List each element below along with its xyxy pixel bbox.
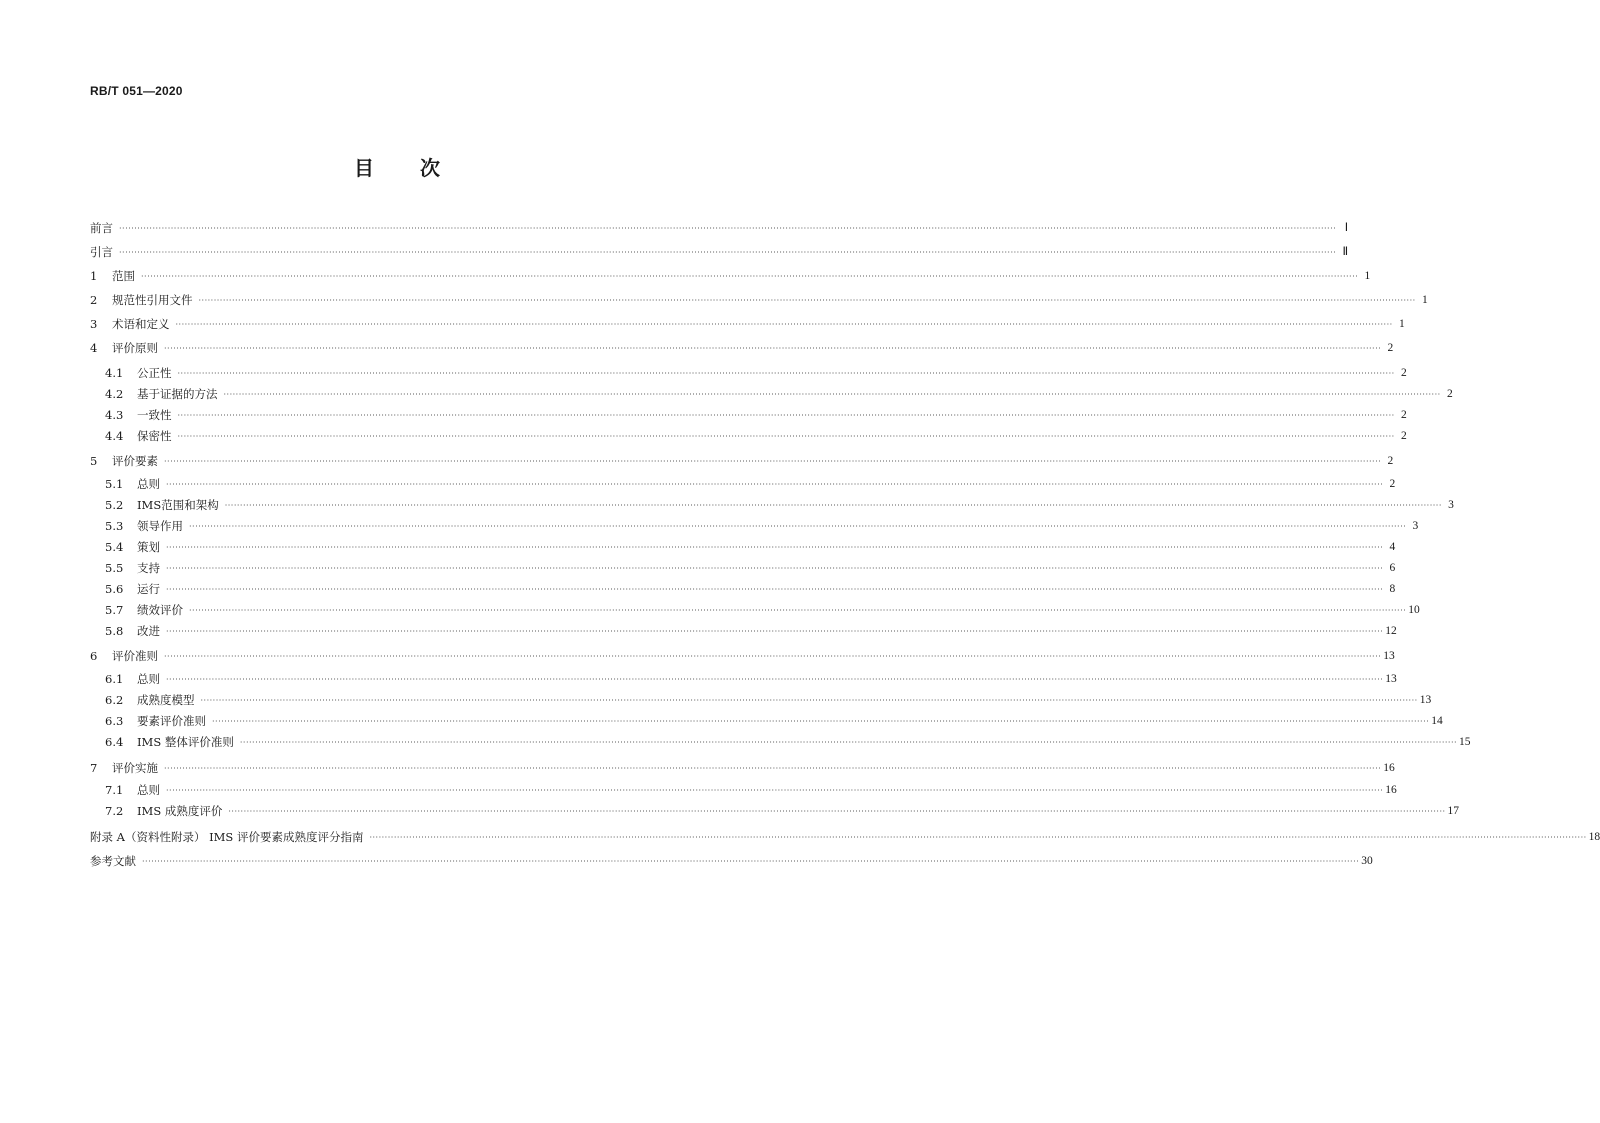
toc-entry[interactable] [90,799,1460,819]
toc-entry-page-number: Ⅱ [1342,246,1349,258]
toc-entry-page-number: 13 [1385,673,1397,685]
toc-entry[interactable] [90,493,1454,513]
toc-entry-page-number: 2 [1400,367,1407,379]
toc-entry[interactable] [90,240,1349,260]
toc-leader-dots: ················································································································································································································································································································································································································ [166,675,1384,684]
toc-entry[interactable] [90,556,1396,576]
toc-entry[interactable] [90,472,1396,492]
toc-entry[interactable] [90,598,1420,618]
toc-entry-number: 7 [90,761,98,775]
toc-entry-label: 成熟度模型 [137,693,195,707]
toc-entry-label: 一致性 [137,408,172,422]
toc-entry[interactable] [90,688,1432,708]
toc-entry[interactable] [90,264,1371,284]
toc-leader-dots: ················································································································································································································································································································································································································ [142,857,1360,866]
toc-leader-dots: ················································································································································································································································································································································································································ [198,296,1416,305]
toc-leader-dots: ················································································································································································································································································································································································································ [228,807,1446,816]
toc-entry-number: 5.4 [105,540,124,554]
toc-entry-label: 支持 [137,561,160,575]
toc-leader-dots: ················································································································································································································································································································································································································ [166,480,1384,489]
toc-entry-page-number: 3 [1448,499,1454,511]
toc-leader-dots: ················································································································································································································································································································································································································ [166,585,1384,594]
toc-entry[interactable] [90,382,1453,402]
toc-entry-number: 5.8 [105,624,124,638]
toc-leader-dots: ················································································································································································································································································································································································································ [166,627,1384,636]
toc-entry-label: 引言 [90,245,113,259]
toc-leader-dots: ················································································································································································································································································································································································································ [164,652,1382,661]
toc-leader-dots: ················································································································································································································································································································································································································ [177,432,1395,441]
toc-entry[interactable] [90,756,1395,776]
toc-entry[interactable] [90,449,1394,469]
toc-entry-number: 5.7 [105,603,124,617]
toc-leader-dots: ················································································································································································································································································································································································································ [177,369,1395,378]
toc-entry[interactable] [90,288,1428,308]
toc-leader-dots: ················································································································································································································································································································································································································ [224,501,1442,510]
toc-leader-dots: ················································································································································································································································································································································································································ [164,457,1382,466]
toc-entry[interactable] [90,577,1396,597]
toc-entry-label: 术语和定义 [112,317,170,331]
toc-leader-dots: ················································································································································································································································································································································································································ [119,224,1337,233]
toc-leader-dots: ················································································································································································································································································································································································································ [189,522,1407,531]
page-title [0,152,794,181]
toc-leader-dots: ················································································································································································································································································································································································································ [369,833,1587,842]
toc-entry-label: 规范性引用文件 [112,293,193,307]
toc-leader-dots: ················································································································································································································································································································································································································ [166,564,1384,573]
toc-entry-label: 总则 [137,672,160,686]
toc-entry[interactable] [90,849,1373,869]
toc-entry-page-number: 10 [1408,604,1420,616]
toc-entry-label: 改进 [137,624,160,638]
toc-entry-page-number: 2 [1446,388,1453,400]
toc-entry-page-number: 2 [1400,430,1407,442]
toc-entry-page-number: 17 [1447,805,1460,817]
toc-entry-number: 6 [90,649,98,663]
toc-entry-number: 5.5 [105,561,124,575]
toc-leader-dots: ················································································································································································································································································································································································································ [164,344,1382,353]
toc-leader-dots: ················································································································································································································································································································································································································ [141,272,1359,281]
toc-entry-page-number: 1 [1421,294,1428,306]
toc-entry-number: 4.2 [105,387,124,401]
toc-entry-page-number: 2 [1389,478,1396,490]
toc-entry-label: IMS 成熟度评价 [137,804,223,818]
toc-leader-dots: ················································································································································································································································································································································································································ [175,320,1393,329]
toc-entry-number: 6.3 [105,714,124,728]
toc-entry[interactable] [90,216,1349,236]
toc-entry[interactable] [90,403,1407,423]
toc-leader-dots: ················································································································································································································································································································································································································ [166,543,1384,552]
toc-entry-number: 5.1 [105,477,124,491]
toc-entry[interactable] [90,535,1396,555]
toc-entry-number: 2 [90,293,98,307]
toc-entry-label: 策划 [137,540,160,554]
toc-entry-page-number: 15 [1459,736,1471,748]
toc-entry[interactable] [90,312,1405,332]
toc-entry-label: 参考文献 [90,854,136,868]
title-part-1: 目 [354,156,374,180]
toc-entry-label: 评价要素 [112,454,158,468]
toc-entry-number: 7.2 [105,804,124,818]
toc-leader-dots: ················································································································································································································································································································································································································ [189,606,1407,615]
toc-entry-number: 4.4 [105,429,124,443]
toc-entry[interactable] [90,825,1600,845]
toc-entry-page-number: 3 [1412,520,1419,532]
toc-entry-page-number: 13 [1419,694,1432,706]
toc-entry-page-number: 12 [1385,625,1397,637]
toc-entry-number: 3 [90,317,98,331]
toc-entry-page-number: 30 [1361,855,1373,867]
toc-entry-page-number: 16 [1383,762,1395,774]
toc-entry-number: 5.2 [105,498,124,512]
toc-entry-label: 评价实施 [112,761,158,775]
toc-entry-number: 5.3 [105,519,124,533]
toc-entry-label: 运行 [137,582,160,596]
toc-entry-number: 4.1 [105,366,124,380]
toc-entry-number: 5.6 [105,582,124,596]
toc-entry-number: 7.1 [105,783,124,797]
toc-entry[interactable] [90,709,1443,729]
toc-entry-label: IMS范围和架构 [137,498,219,512]
toc-entry-label: 领导作用 [137,519,183,533]
toc-entry-page-number: 6 [1389,562,1396,574]
toc-entry-number: 6.2 [105,693,124,707]
toc-entry-label: 附录 A（资料性附录） IMS 评价要素成熟度评分指南 [90,830,364,844]
toc-entry[interactable] [90,336,1394,356]
toc-entry-label: 评价原则 [112,341,158,355]
document-code: RB/T 051—2020 [90,84,183,98]
toc-entry-label: 要素评价准则 [137,714,206,728]
toc-leader-dots: ················································································································································································································································································································································································································ [200,696,1418,705]
toc-leader-dots: ················································································································································································································································································································································································································ [223,390,1441,399]
toc-entry-label: 总则 [137,783,160,797]
toc-entry-label: 前言 [90,221,113,235]
toc-entry-number: 6.1 [105,672,124,686]
toc-entry-page-number: 2 [1400,409,1407,421]
toc-leader-dots: ················································································································································································································································································································································································································ [166,786,1384,795]
toc-entry-label: 绩效评价 [137,603,183,617]
toc-entry-page-number: Ⅰ [1344,222,1349,234]
toc-entry-page-number: 14 [1431,715,1443,727]
toc-entry-page-number: 4 [1389,541,1396,553]
toc-leader-dots: ················································································································································································································································································································································································································ [164,764,1382,773]
toc-entry[interactable] [90,619,1397,639]
toc-entry-page-number: 2 [1387,342,1394,354]
toc-entry-number: 5 [90,454,98,468]
toc-entry-label: IMS 整体评价准则 [137,735,234,749]
toc-entry[interactable] [90,361,1407,381]
toc-entry-label: 总则 [137,477,160,491]
toc-entry-number: 4.3 [105,408,124,422]
toc-leader-dots: ················································································································································································································································································································································································································ [239,738,1458,747]
toc-entry-label: 保密性 [137,429,172,443]
toc-entry[interactable] [90,644,1395,664]
toc-entry-label: 范围 [112,269,135,283]
toc-entry-label: 基于证据的方法 [137,387,218,401]
title-part-2: 次 [420,156,440,180]
toc-leader-dots: ················································································································································································································································································································································································································ [212,717,1430,726]
toc-entry-page-number: 16 [1385,784,1397,796]
toc-entry[interactable] [90,514,1419,534]
toc-entry-page-number: 13 [1383,650,1395,662]
toc-entry[interactable] [90,778,1397,798]
toc-entry-page-number: 1 [1364,270,1371,282]
toc-entry-number: 6.4 [105,735,124,749]
toc-entry-label: 公正性 [137,366,172,380]
toc-entry-page-number: 1 [1398,318,1405,330]
toc-leader-dots: ················································································································································································································································································································································································································ [177,411,1395,420]
toc-entry-number: 4 [90,341,98,355]
toc-entry-page-number: 2 [1387,455,1394,467]
toc-entry-number: 1 [90,269,98,283]
toc-entry[interactable] [90,730,1471,750]
toc-leader-dots: ················································································································································································································································································································································································································ [119,248,1337,257]
toc-entry-label: 评价准则 [112,649,158,663]
toc-entry-page-number: 8 [1389,583,1396,595]
toc-entry[interactable] [90,667,1397,687]
toc-entry[interactable] [90,424,1407,444]
toc-entry-page-number: 18 [1588,831,1600,843]
